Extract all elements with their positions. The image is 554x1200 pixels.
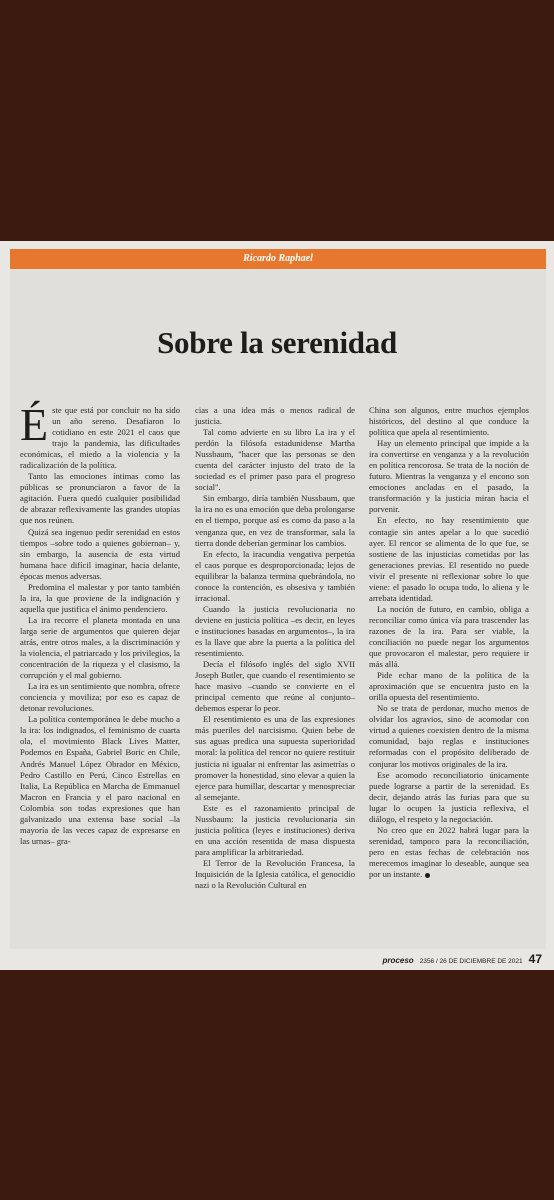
paragraph-last-text: No creo que en 2022 habrá lugar para la serenidad, tampoco para la reconciliación, pero en estas fechas de celebración nos merecemos imaginar lo deseable, aunque sea por un instante. — [369, 824, 529, 879]
magazine-page — [0, 241, 554, 970]
paragraph: Tal como advierte en su libro La ira y el perdón la filósofa estadunidense Martha Nussbaum, "hacer que las personas se den cuenta del carácter injusto del trato de la sociedad es el primer paso para el progreso social". — [195, 427, 355, 493]
paragraph: En efecto, la iracundia vengativa perpetúa el caos porque es desproporcionada; lejos de equilibrar la balanza termina quebrándola, no conoce la contención, es obsesiva y también irracional. — [195, 548, 355, 603]
paragraph: En efecto, no hay resentimiento que contagie sin antes apelar a lo que sucedió ayer. El rencor se alimenta de lo que fue, se sostiene de las injusticias cometidas por las generaciones previas. El resentido no puede vivir el presente ni reflexionar sobre lo que viene: el pasado lo ocupa todo, lo aliena y le arrebata identidad. — [369, 515, 529, 603]
drop-cap: É — [20, 399, 49, 450]
magazine-brand: proceso — [382, 956, 414, 965]
issue-date: 2356 / 26 DE DICIEMBRE DE 2021 — [419, 958, 523, 965]
page-footer — [383, 952, 542, 966]
paragraph: Cuando la justicia revolucionaria no deviene en justicia política –es decir, en leyes e instituciones basadas en argumentos–, la ira es la llave que abre la puerta a la política del resentimiento. — [195, 603, 355, 659]
page-number: 47 — [528, 952, 542, 966]
paragraph: Sin embargo, diría también Nussbaum, que la ira no es una emoción que deba prolongarse en el tiempo, porque así es como da paso a la venganza que, en vez de transformar, sala la tierra donde deberían germinar los cambios. — [195, 493, 355, 548]
paragraph: Tanto las emociones íntimas como las públicas se pronunciaron a favor de la agitación. Fuera quedó cualquier posibilidad de abrazar reflexivamente las grandes utopías que nos reúnen. — [20, 471, 180, 526]
paragraph: China son algunos, entre muchos ejemplos históricos, del destino al que conduce la política que apela al resentimiento. — [369, 405, 529, 438]
paragraph: Decía el filósofo inglés del siglo XVII Joseph Butler, que cuando el resentimiento se hace masivo –cuando se convierte en el principal cemento que reúne al conjunto– debemos esperar lo peor. — [195, 659, 355, 714]
article-title: Sobre la serenidad — [157, 325, 397, 360]
paragraph: La política contemporánea le debe mucho a la ira: los indignados, el feminismo de cuarta ola, el movimiento Black Lives Matter, Podemos en España, Gabriel Boric en Chile, Andrés Manuel López Obrador en México, Pedro Castillo en Perú, Cinco Estrellas en Italia, La República en Marcha de Emmanuel Macron en Francia y el paro nacional en Colombia son todas expresiones que han galvanizado una extensa base social –la mayoría de las veces capaz de expresarse en las urnas– gra- — [20, 714, 180, 846]
paragraph: La ira es un sentimiento que nombra, ofrece conciencia y moviliza; por eso es capaz de detonar revoluciones. — [20, 681, 180, 714]
paragraph: Este es el razonamiento principal de Nussbaum: la justicia revolucionaria sin justicia política (leyes e instituciones) deriva en una acción resentida de masa dispuesta para amplificar la arbitrariedad. — [195, 802, 355, 857]
paragraph: ste que está por concluir no ha sido un año sereno. Desafiaron lo cotidiano en este 2021 el caos que trajo la pandemia, las dificultades económicas, el miedo a la violencia y la radicalización de la política. — [20, 405, 180, 471]
paragraph: Quizá sea ingenuo pedir serenidad en estos tiempos –sobre todo a quienes gobiernan– y, sin embargo, la ausencia de esta virtud humana hace difícil imaginar, hacia delante, épocas menos adversas. — [20, 526, 180, 581]
paragraph: Predomina el malestar y por tanto también la ira, la que proviene de la indignación y aquella que justifica el ánimo pendenciero. — [20, 581, 180, 614]
text-column-3 — [369, 405, 529, 880]
paragraph: No se trata de perdonar, mucho menos de olvidar los agravios, sino de acomodar con virtud a quienes coexisten dentro de la misma comunidad, bajo reglas e instituciones reformadas con el propósito deliberado de conjurar los motivos originales de la ira. — [369, 703, 529, 769]
paragraph: Pide echar mano de la política de la aproximación que se encuentra justo en la orilla opuesta del resentimiento. — [369, 670, 529, 703]
paragraph-last — [369, 825, 529, 880]
paragraph: Ese acomodo reconciliatorio únicamente puede lograrse a partir de la serenidad. Es decir, dejando atrás las furias para que su lugar lo ocupen la justicia reflexiva, el diálogo, el respeto y la negociación. — [369, 769, 529, 824]
author-bar — [10, 249, 546, 269]
author-name: Ricardo Raphael — [243, 253, 313, 264]
paragraph: La noción de futuro, en cambio, obliga a reconciliar como única vía para trascender las razones de la ira. Para ser viable, la conciliación no puede negar los argumentos que provocaron el malestar, pero requiere ir más allá. — [369, 603, 529, 670]
paragraph: cias a una idea más o menos radical de justicia. — [195, 405, 355, 427]
text-column-2 — [195, 405, 355, 891]
text-column-1 — [20, 399, 180, 847]
paragraph: El resentimiento es una de las expresiones más pueriles del narcisismo. Quien bebe de sus aguas predica una supuesta superioridad moral: la política del rencor no quiere restituir justicia ni igualar ni enfrentar las asimetrías o promover la honestidad, sino elevar a quien la ejerce para humillar, descartar y menospreciar al semejante. — [195, 714, 355, 802]
paragraph: La ira recorre el planeta montada en una larga serie de argumentos que quieren dejar atrás, entre otros males, a la discriminación y la violencia, el patriarcado y los privilegios, la concentración de la riqueza y el clasismo, la corrupción y el mal gobierno. — [20, 614, 180, 681]
paragraph: El Terror de la Revolución Francesa, la Inquisición de la Iglesia católica, el genocidio nazi o la Revolución Cultural en — [195, 857, 355, 891]
top-background — [0, 0, 554, 240]
bottom-background — [0, 970, 554, 1200]
paragraph: Hay un elemento principal que impide a la ira convertirse en venganza y a la revolución en política rencorosa. Se trata de la noción de futuro. Mientras la venganza y el encono son emociones ancladas en el pasado, la transformación y la justicia miran hacia el porvenir. — [369, 438, 529, 515]
end-mark-icon — [425, 873, 430, 878]
